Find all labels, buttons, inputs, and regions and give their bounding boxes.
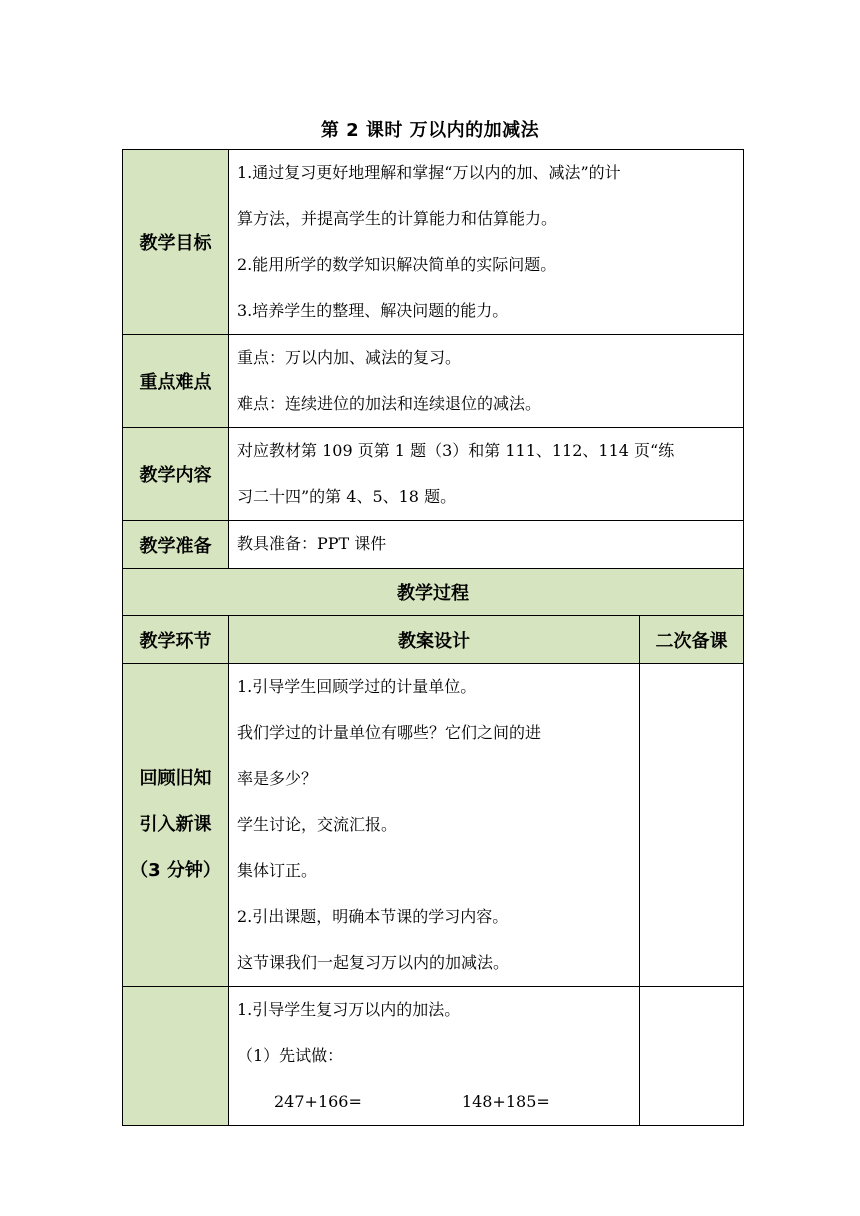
section-review-label-line: （3 分钟） [130, 860, 221, 881]
section-review-line: 1.引导学生回顾学过的计量单位。 [237, 677, 477, 696]
section-practice-line: 1.引导学生复习万以内的加法。 [237, 1000, 461, 1019]
prep-text: 教具准备：PPT 课件 [237, 534, 387, 553]
goals-line: 3.培养学生的整理、解决问题的能力。 [237, 301, 509, 320]
content-line: 习二十四”的第 4、5、18 题。 [237, 487, 457, 506]
key-points-line: 难点：连续进位的加法和连续退位的减法。 [237, 394, 542, 413]
content-line: 对应教材第 109 页第 1 题（3）和第 111、112、114 页“练 [237, 441, 675, 460]
goals-line: 算方法，并提高学生的计算能力和估算能力。 [237, 209, 558, 228]
section-review-line: 学生讨论，交流汇报。 [237, 815, 398, 834]
goals-label: 教学目标 [123, 150, 229, 335]
calc-expression: 148+185= [461, 1092, 550, 1111]
column-header-stage: 教学环节 [123, 616, 229, 664]
section-review-content [229, 664, 640, 987]
section-review-label-line: 引入新课 [139, 814, 212, 835]
content-cell [229, 428, 744, 521]
section-review-line: 2.引出课题，明确本节课的学习内容。 [237, 907, 509, 926]
key-points-line: 重点：万以内加、减法的复习。 [237, 348, 462, 367]
goals-line: 1.通过复习更好地理解和掌握“万以内的加、减法”的计 [237, 163, 621, 182]
section-review-line: 我们学过的计量单位有哪些？它们之间的进 [237, 723, 542, 742]
page-title: 第 2 课时 万以内的加减法 [320, 120, 540, 141]
section-review-revision [640, 664, 744, 987]
section-review-line: 集体订正。 [237, 861, 318, 880]
column-header-row [123, 616, 744, 664]
section-review-row [123, 664, 744, 987]
key-points-row [123, 335, 744, 428]
key-points-cell [229, 335, 744, 428]
prep-row [123, 521, 744, 569]
column-header-revision: 二次备课 [640, 616, 744, 664]
section-review-line: 这节课我们一起复习万以内的加减法。 [237, 953, 510, 972]
section-review-label [123, 664, 229, 987]
process-header-row [123, 569, 744, 616]
section-practice-row [123, 987, 744, 1126]
goals-cell [229, 150, 744, 335]
goals-row [123, 150, 744, 335]
lesson-plan-table [122, 149, 744, 1126]
prep-label: 教学准备 [123, 521, 229, 569]
section-practice-content [229, 987, 640, 1126]
section-review-label-line: 回顾旧知 [139, 768, 212, 789]
section-practice-line: （1）先试做： [237, 1046, 344, 1065]
section-practice-revision [640, 987, 744, 1126]
goals-line: 2.能用所学的数学知识解决简单的实际问题。 [237, 255, 557, 274]
content-row [123, 428, 744, 521]
calc-line [229, 1079, 639, 1125]
key-points-label: 重点难点 [123, 335, 229, 428]
section-practice-label [123, 987, 229, 1126]
calc-expression: 247+166= [274, 1092, 362, 1111]
section-review-line: 率是多少？ [237, 769, 318, 788]
prep-cell [229, 521, 744, 569]
process-header: 教学过程 [123, 569, 744, 616]
content-label: 教学内容 [123, 428, 229, 521]
column-header-design: 教案设计 [229, 616, 640, 664]
